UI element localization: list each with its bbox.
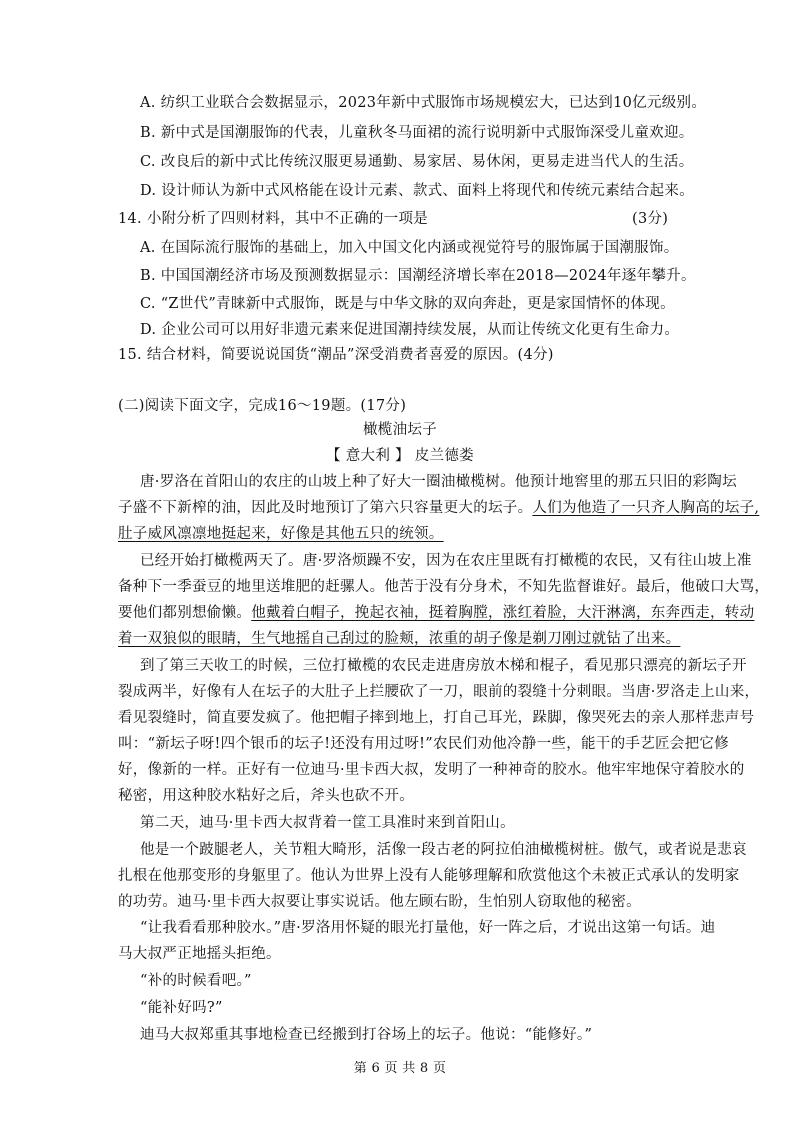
para3-line4: 叫：“新坛子呀!四个银币的坛子!还没有用过呀!”农民们劝他冷静一些，能干的手艺匠会把它修 [118, 736, 730, 752]
para1-line1: 唐·罗洛在首阳山的农庄的山坡上种了好大一圈油橄榄树。他预计地窖里的那五只旧的彩陶坛 [140, 474, 737, 490]
q13-option-c: C. 改良后的新中式比传统汉服更易通勤、易家居、易休闲，更易走进当代人的生活。 [140, 154, 694, 170]
q14-option-b: B. 中国国潮经济市场及预测数据显示：国潮经济增长率在2018—2024年逐年攀升。 [140, 268, 696, 284]
para3-line3: 看见裂缝时，简直要发疯了。他把帽子摔到地上，打自己耳光，跺脚，像哭死去的亲人那样悲声号 [118, 710, 755, 726]
q14-option-c: C. “Z世代”青睐新中式服饰，既是与中华文脉的双向奔赴，更是家国情怀的体现。 [140, 296, 675, 312]
para1-line3: 肚子威风凛凛地挺起来，好像是其他五只的统领。 [118, 526, 444, 542]
para2-line2: 备种下一季蚕豆的地里送堆肥的赶骡人。他苦于没有分身术，不知先监督谁好。最后，他破口大骂， [118, 579, 770, 595]
para6-line1: “让我看看那种胶水。”唐·罗洛用怀疑的眼光打量他，好一阵之后，才说出这第一句话。迪 [140, 920, 716, 936]
para7: 迪马大叔郑重其事地检查已经搬到打谷场上的坛子。他说：“能修好。” [140, 1027, 593, 1043]
para2-line4: 着一双狼似的眼睛，生气地摇自己刮过的脸颊，浓重的胡子像是剃刀刚过就钻了出来。 [118, 631, 681, 647]
dialog-line-1: “补的时候看吧。” [140, 973, 252, 989]
story-author: 【 意大利 】 皮兰德娄 [326, 448, 474, 464]
underlined-sentence: 他戴着白帽子，挽起衣袖，挺着胸膛，涨红着脸，大汗淋漓，东奔西走，转动 [251, 605, 755, 621]
story-title: 橄榄油坛子 [363, 422, 437, 438]
para3-line2: 裂成两半，好像有人在坛子的大肚子上拦腰砍了一刀，眼前的裂缝十分刺眼。当唐·罗洛走上山来， [118, 684, 760, 700]
dialog-line-2: “能补好吗?” [140, 1000, 223, 1016]
q15-question: 15. 结合材料，简要说说国货“潮品”深受消费者喜爱的原因。(4分) [118, 347, 554, 363]
para2-line3: 要他们都别想偷懒。他戴着白帽子，挽起衣袖，挺着胸膛，涨红着脸，大汗淋漓，东奔西走，转动 [118, 605, 755, 621]
section-heading: (二)阅读下面文字，完成16～19题。(17分) [118, 398, 407, 414]
para3-line5: 好，像新的一样。正好有一位迪马·里卡西大叔，发明了一种神奇的胶水。他牢牢地保守着胶水的 [118, 762, 745, 778]
para4: 第二天，迪马·里卡西大叔背着一筐工具准时来到首阳山。 [140, 815, 515, 831]
page-number-footer: 第 6 页 共 8 页 [353, 1061, 447, 1076]
q14-option-d: D. 企业公司可以用好非遗元素来促进国潮持续发展，从而让传统文化更有生命力。 [140, 322, 680, 338]
q13-option-d: D. 设计师认为新中式风格能在设计元素、款式、面料上将现代和传统元素结合起来。 [140, 183, 695, 199]
para3-line1: 到了第三天收工的时候，三位打橄榄的农民走进唐房放木梯和棍子，看见那只漂亮的新坛子开 [140, 658, 747, 674]
q13-option-b: B. 新中式是国潮服饰的代表，儿童秋冬马面裙的流行说明新中式服饰深受儿童欢迎。 [140, 125, 694, 141]
q14-option-a: A. 在国际流行服饰的基础上，加入中国文化内涵或视觉符号的服饰属于国潮服饰。 [140, 240, 679, 256]
underlined-sentence: 人们为他造了一只齐人胸高的坛子, [532, 500, 760, 516]
para5-line2: 扎根在他那变形的身躯里了。他认为世界上没有人能够理解和欣赏他这个未被正式承认的发明家 [118, 868, 740, 884]
para2-line1: 已经开始打橄榄两天了。唐·罗洛烦躁不安，因为在农庄里既有打橄榄的农民，又有往山坡上准 [140, 553, 752, 569]
para5-line1: 他是一个跛腿老人，关节粗大畸形，活像一段古老的阿拉伯油橄榄树桩。傲气，或者说是悲哀 [140, 842, 747, 858]
para3-line6: 秘密，用这种胶水粘好之后，斧头也砍不开。 [118, 788, 414, 804]
para6-line2: 马大叔严正地摇头拒绝。 [118, 946, 281, 962]
para1-line2: 子盛不下新榨的油，因此及时地预订了第六只容量更大的坛子。人们为他造了一只齐人胸高的坛子, [118, 500, 760, 516]
q13-option-a: A. 纺织工业联合会数据显示，2023年新中式服饰市场规模宏大，已达到10亿元级别。 [140, 95, 707, 111]
q14-score: (3分) [632, 211, 669, 227]
para5-line3: 的功劳。迪马·里卡西大叔要让事实说话。他左顾右盼，生怕别人窃取他的秘密。 [118, 894, 641, 910]
q14-stem: 14. 小附分析了四则材料，其中不正确的一项是 [118, 211, 429, 227]
